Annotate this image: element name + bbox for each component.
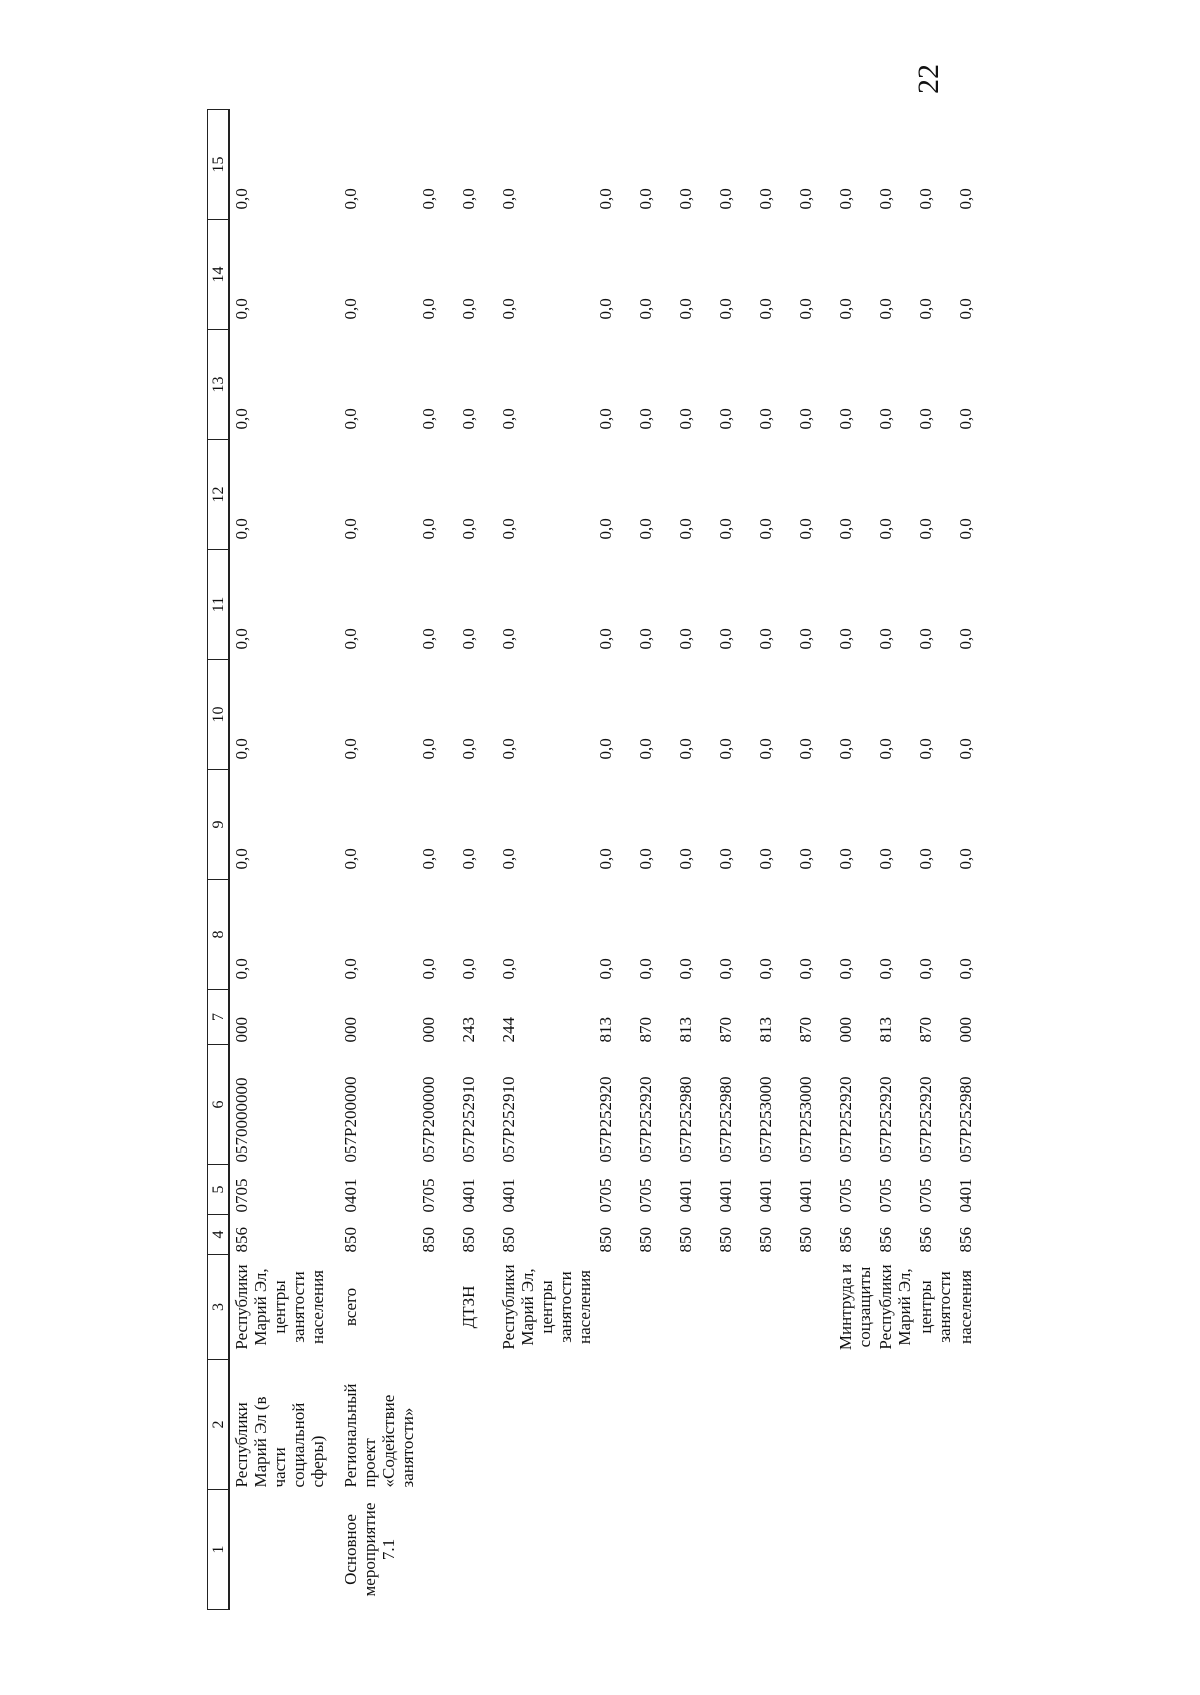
executor-cell: центры занятости	[916, 1271, 954, 1343]
grbs-cell: 850	[341, 1227, 360, 1253]
value-cell-col-10: 0,0	[796, 738, 815, 760]
table-row	[834, 110, 874, 1610]
value-cell-col-15: 0,0	[796, 188, 815, 210]
expense-type-cell: 870	[916, 1017, 935, 1043]
value-cell-col-8: 0,0	[836, 958, 855, 980]
value-cell-col-11: 0,0	[596, 628, 615, 650]
value-cell-col-12: 0,0	[419, 518, 438, 540]
value-cell-col-8: 0,0	[956, 958, 975, 980]
value-cell-col-10: 0,0	[756, 738, 775, 760]
value-cell-col-10: 0,0	[419, 738, 438, 760]
measure-cell	[417, 1490, 457, 1610]
program-cell	[714, 1360, 754, 1490]
value-cell-col-14: 0,0	[876, 298, 895, 320]
table-row	[954, 110, 994, 1610]
value-cell-col-10: 0,0	[876, 738, 895, 760]
value-cell-col-14: 0,0	[636, 298, 655, 320]
table-row	[417, 110, 457, 1610]
value-cell-col-15: 0,0	[836, 188, 855, 210]
value-cell-col-13: 0,0	[876, 408, 895, 430]
grbs-cell: 850	[756, 1227, 775, 1253]
value-cell-col-10: 0,0	[956, 738, 975, 760]
target-article-cell: 0570000000	[232, 1077, 251, 1163]
program-cell	[634, 1360, 674, 1490]
table-row	[339, 110, 417, 1610]
measure-cell	[914, 1490, 954, 1610]
expense-type-cell: 813	[756, 1017, 775, 1043]
value-cell-col-9: 0,0	[716, 848, 735, 870]
expense-type-cell: 813	[676, 1017, 695, 1043]
measure-cell	[954, 1490, 994, 1610]
value-cell-col-10: 0,0	[836, 738, 855, 760]
value-cell-col-11: 0,0	[916, 628, 935, 650]
executor-cell: Республики Марий Эл, центры занятости населения	[499, 1264, 594, 1350]
expense-type-cell: 000	[956, 1017, 975, 1043]
value-cell-col-13: 0,0	[716, 408, 735, 430]
value-cell-col-9: 0,0	[836, 848, 855, 870]
value-cell-col-11: 0,0	[676, 628, 695, 650]
section-cell: 0705	[876, 1178, 895, 1213]
value-cell-col-11: 0,0	[876, 628, 895, 650]
value-cell-col-12: 0,0	[636, 518, 655, 540]
expense-type-cell: 000	[419, 1017, 438, 1043]
value-cell-col-9: 0,0	[876, 848, 895, 870]
measure-cell	[229, 1490, 339, 1610]
executor-cell	[417, 1255, 457, 1360]
grbs-cell: 850	[596, 1227, 615, 1253]
value-cell-col-11: 0,0	[499, 628, 518, 650]
value-cell-col-15: 0,0	[232, 188, 251, 210]
value-cell-col-11: 0,0	[796, 628, 815, 650]
program-cell	[834, 1360, 874, 1490]
target-article-cell: 057P252920	[836, 1076, 855, 1163]
value-cell-col-9: 0,0	[676, 848, 695, 870]
target-article-cell: 057P200000	[419, 1076, 438, 1163]
value-cell-col-12: 0,0	[459, 518, 478, 540]
value-cell-col-13: 0,0	[232, 408, 251, 430]
column-number-13: 13	[208, 330, 230, 440]
value-cell-col-11: 0,0	[716, 628, 735, 650]
target-article-cell: 057P253000	[796, 1076, 815, 1163]
executor-cell: ДТЗН	[459, 1285, 478, 1329]
executor-cell: Республики Марий Эл, центры занятости населения	[232, 1264, 327, 1350]
value-cell-col-12: 0,0	[836, 518, 855, 540]
target-article-cell: 057P252920	[876, 1076, 895, 1163]
table-row	[674, 110, 714, 1610]
program-cell	[914, 1360, 954, 1490]
value-cell-col-15: 0,0	[676, 188, 695, 210]
value-cell-col-15: 0,0	[716, 188, 735, 210]
measure-cell	[874, 1490, 914, 1610]
value-cell-col-9: 0,0	[341, 848, 360, 870]
target-article-cell: 057P252980	[716, 1076, 735, 1163]
value-cell-col-9: 0,0	[916, 848, 935, 870]
grbs-cell: 850	[636, 1227, 655, 1253]
expense-type-cell: 870	[636, 1017, 655, 1043]
value-cell-col-8: 0,0	[676, 958, 695, 980]
value-cell-col-11: 0,0	[956, 628, 975, 650]
expense-type-cell: 000	[232, 1017, 251, 1043]
value-cell-col-10: 0,0	[341, 738, 360, 760]
expense-type-cell: 813	[596, 1017, 615, 1043]
executor-cell	[634, 1255, 674, 1360]
section-cell: 0401	[499, 1178, 518, 1213]
value-cell-col-13: 0,0	[796, 408, 815, 430]
value-cell-col-8: 0,0	[916, 958, 935, 980]
value-cell-col-11: 0,0	[756, 628, 775, 650]
value-cell-col-11: 0,0	[459, 628, 478, 650]
table-row	[497, 110, 594, 1610]
value-cell-col-12: 0,0	[676, 518, 695, 540]
program-cell	[874, 1360, 914, 1490]
target-article-cell: 057P200000	[341, 1076, 360, 1163]
value-cell-col-11: 0,0	[836, 628, 855, 650]
value-cell-col-15: 0,0	[341, 188, 360, 210]
value-cell-col-9: 0,0	[756, 848, 775, 870]
measure-cell	[834, 1490, 874, 1610]
column-number-14: 14	[208, 220, 230, 330]
grbs-cell: 850	[796, 1227, 815, 1253]
column-number-6: 6	[208, 1045, 230, 1165]
program-cell	[954, 1360, 994, 1490]
expense-type-cell: 813	[876, 1017, 895, 1043]
value-cell-col-14: 0,0	[419, 298, 438, 320]
value-cell-col-13: 0,0	[756, 408, 775, 430]
value-cell-col-8: 0,0	[796, 958, 815, 980]
value-cell-col-11: 0,0	[419, 628, 438, 650]
value-cell-col-8: 0,0	[596, 958, 615, 980]
column-number-15: 15	[208, 110, 230, 220]
value-cell-col-8: 0,0	[232, 958, 251, 980]
value-cell-col-10: 0,0	[636, 738, 655, 760]
program-cell: Региональный проект «Содействие занятости»	[341, 1383, 417, 1488]
value-cell-col-12: 0,0	[796, 518, 815, 540]
grbs-cell: 850	[419, 1227, 438, 1253]
value-cell-col-10: 0,0	[232, 738, 251, 760]
value-cell-col-15: 0,0	[596, 188, 615, 210]
measure-cell	[714, 1490, 754, 1610]
budget-table	[207, 109, 994, 1610]
section-cell: 0401	[716, 1178, 735, 1213]
column-number-11: 11	[208, 550, 230, 660]
program-cell	[417, 1360, 457, 1490]
column-number-5: 5	[208, 1165, 230, 1215]
value-cell-col-15: 0,0	[916, 188, 935, 210]
value-cell-col-14: 0,0	[716, 298, 735, 320]
executor-cell	[714, 1255, 754, 1360]
expense-type-cell: 000	[341, 1017, 360, 1043]
table-row	[634, 110, 674, 1610]
expense-type-cell: 243	[459, 1017, 478, 1043]
expense-type-cell: 000	[836, 1017, 855, 1043]
section-cell: 0705	[836, 1178, 855, 1213]
executor-cell: населения	[956, 1270, 975, 1344]
value-cell-col-12: 0,0	[756, 518, 775, 540]
budget-table-page	[207, 110, 975, 1610]
value-cell-col-10: 0,0	[499, 738, 518, 760]
value-cell-col-14: 0,0	[956, 298, 975, 320]
section-cell: 0401	[459, 1178, 478, 1213]
section-cell: 0401	[756, 1178, 775, 1213]
executor-cell	[674, 1255, 714, 1360]
target-article-cell: 057P252920	[636, 1076, 655, 1163]
value-cell-col-9: 0,0	[419, 848, 438, 870]
value-cell-col-13: 0,0	[419, 408, 438, 430]
value-cell-col-14: 0,0	[232, 298, 251, 320]
grbs-cell: 856	[916, 1227, 935, 1253]
value-cell-col-15: 0,0	[956, 188, 975, 210]
table-row	[594, 110, 634, 1610]
value-cell-col-12: 0,0	[876, 518, 895, 540]
value-cell-col-13: 0,0	[676, 408, 695, 430]
value-cell-col-12: 0,0	[956, 518, 975, 540]
section-cell: 0401	[341, 1178, 360, 1213]
grbs-cell: 850	[459, 1227, 478, 1253]
value-cell-col-10: 0,0	[716, 738, 735, 760]
value-cell-col-13: 0,0	[459, 408, 478, 430]
table-row	[229, 110, 339, 1610]
measure-cell	[457, 1490, 497, 1610]
value-cell-col-10: 0,0	[916, 738, 935, 760]
executor-cell: Республики Марий Эл,	[876, 1264, 914, 1350]
column-number-1: 1	[208, 1490, 230, 1610]
grbs-cell: 856	[836, 1227, 855, 1253]
value-cell-col-15: 0,0	[876, 188, 895, 210]
column-number-7: 7	[208, 990, 230, 1045]
column-number-10: 10	[208, 660, 230, 770]
value-cell-col-15: 0,0	[419, 188, 438, 210]
value-cell-col-15: 0,0	[636, 188, 655, 210]
measure-cell	[754, 1490, 794, 1610]
value-cell-col-13: 0,0	[956, 408, 975, 430]
table-row	[874, 110, 914, 1610]
value-cell-col-13: 0,0	[916, 408, 935, 430]
measure-cell	[634, 1490, 674, 1610]
target-article-cell: 057P252980	[676, 1076, 695, 1163]
value-cell-col-11: 0,0	[341, 628, 360, 650]
measure-cell: Основное мероприятие 7.1	[341, 1502, 398, 1597]
value-cell-col-14: 0,0	[459, 298, 478, 320]
value-cell-col-9: 0,0	[596, 848, 615, 870]
value-cell-col-13: 0,0	[636, 408, 655, 430]
expense-type-cell: 244	[499, 1017, 518, 1043]
value-cell-col-12: 0,0	[341, 518, 360, 540]
grbs-cell: 850	[716, 1227, 735, 1253]
column-number-8: 8	[208, 880, 230, 990]
table-body	[229, 110, 994, 1610]
value-cell-col-13: 0,0	[341, 408, 360, 430]
section-cell: 0705	[232, 1178, 251, 1213]
value-cell-col-14: 0,0	[796, 298, 815, 320]
program-cell	[457, 1360, 497, 1490]
section-cell: 0401	[956, 1178, 975, 1213]
program-cell	[794, 1360, 834, 1490]
measure-cell	[594, 1490, 634, 1610]
program-cell	[674, 1360, 714, 1490]
table-row	[914, 110, 954, 1610]
column-number-row	[208, 110, 230, 1610]
value-cell-col-8: 0,0	[419, 958, 438, 980]
executor-cell	[594, 1255, 634, 1360]
grbs-cell: 856	[876, 1227, 895, 1253]
target-article-cell: 057P252910	[499, 1076, 518, 1163]
measure-cell	[497, 1490, 594, 1610]
page-number: 22	[912, 64, 945, 94]
value-cell-col-10: 0,0	[596, 738, 615, 760]
section-cell: 0705	[596, 1178, 615, 1213]
value-cell-col-8: 0,0	[756, 958, 775, 980]
table-row	[457, 110, 497, 1610]
value-cell-col-9: 0,0	[499, 848, 518, 870]
value-cell-col-8: 0,0	[499, 958, 518, 980]
measure-cell	[674, 1490, 714, 1610]
value-cell-col-10: 0,0	[459, 738, 478, 760]
value-cell-col-8: 0,0	[636, 958, 655, 980]
value-cell-col-14: 0,0	[499, 298, 518, 320]
value-cell-col-8: 0,0	[716, 958, 735, 980]
value-cell-col-12: 0,0	[596, 518, 615, 540]
column-number-4: 4	[208, 1215, 230, 1255]
section-cell: 0705	[916, 1178, 935, 1213]
grbs-cell: 850	[499, 1227, 518, 1253]
program-cell	[754, 1360, 794, 1490]
target-article-cell: 057P252910	[459, 1076, 478, 1163]
value-cell-col-11: 0,0	[232, 628, 251, 650]
target-article-cell: 057P252920	[916, 1076, 935, 1163]
grbs-cell: 856	[232, 1227, 251, 1253]
value-cell-col-9: 0,0	[956, 848, 975, 870]
value-cell-col-9: 0,0	[232, 848, 251, 870]
value-cell-col-9: 0,0	[636, 848, 655, 870]
value-cell-col-13: 0,0	[596, 408, 615, 430]
value-cell-col-8: 0,0	[876, 958, 895, 980]
executor-cell	[754, 1255, 794, 1360]
value-cell-col-12: 0,0	[916, 518, 935, 540]
grbs-cell: 856	[956, 1227, 975, 1253]
grbs-cell: 850	[676, 1227, 695, 1253]
column-number-9: 9	[208, 770, 230, 880]
section-cell: 0401	[676, 1178, 695, 1213]
executor-cell	[794, 1255, 834, 1360]
value-cell-col-9: 0,0	[459, 848, 478, 870]
column-number-3: 3	[208, 1255, 230, 1360]
value-cell-col-13: 0,0	[836, 408, 855, 430]
measure-cell	[794, 1490, 834, 1610]
section-cell: 0401	[796, 1178, 815, 1213]
target-article-cell: 057P253000	[756, 1076, 775, 1163]
value-cell-col-15: 0,0	[499, 188, 518, 210]
value-cell-col-9: 0,0	[796, 848, 815, 870]
value-cell-col-14: 0,0	[756, 298, 775, 320]
expense-type-cell: 870	[716, 1017, 735, 1043]
table-row	[754, 110, 794, 1610]
value-cell-col-14: 0,0	[836, 298, 855, 320]
section-cell: 0705	[419, 1178, 438, 1213]
executor-cell: Минтруда и соцзащиты	[836, 1263, 874, 1351]
value-cell-col-8: 0,0	[341, 958, 360, 980]
program-cell	[497, 1360, 594, 1490]
column-number-12: 12	[208, 440, 230, 550]
value-cell-col-14: 0,0	[676, 298, 695, 320]
program-cell	[594, 1360, 634, 1490]
table-row	[794, 110, 834, 1610]
executor-cell: всего	[341, 1287, 360, 1327]
value-cell-col-8: 0,0	[459, 958, 478, 980]
expense-type-cell: 870	[796, 1017, 815, 1043]
value-cell-col-11: 0,0	[636, 628, 655, 650]
column-number-2: 2	[208, 1360, 230, 1490]
table-row	[714, 110, 754, 1610]
program-cell: Республики Марий Эл (в части социальной сферы)	[232, 1396, 327, 1488]
value-cell-col-10: 0,0	[676, 738, 695, 760]
value-cell-col-15: 0,0	[756, 188, 775, 210]
value-cell-col-12: 0,0	[232, 518, 251, 540]
value-cell-col-14: 0,0	[341, 298, 360, 320]
value-cell-col-14: 0,0	[596, 298, 615, 320]
value-cell-col-12: 0,0	[716, 518, 735, 540]
target-article-cell: 057P252980	[956, 1076, 975, 1163]
value-cell-col-14: 0,0	[916, 298, 935, 320]
value-cell-col-12: 0,0	[499, 518, 518, 540]
value-cell-col-15: 0,0	[459, 188, 478, 210]
section-cell: 0705	[636, 1178, 655, 1213]
target-article-cell: 057P252920	[596, 1076, 615, 1163]
value-cell-col-13: 0,0	[499, 408, 518, 430]
